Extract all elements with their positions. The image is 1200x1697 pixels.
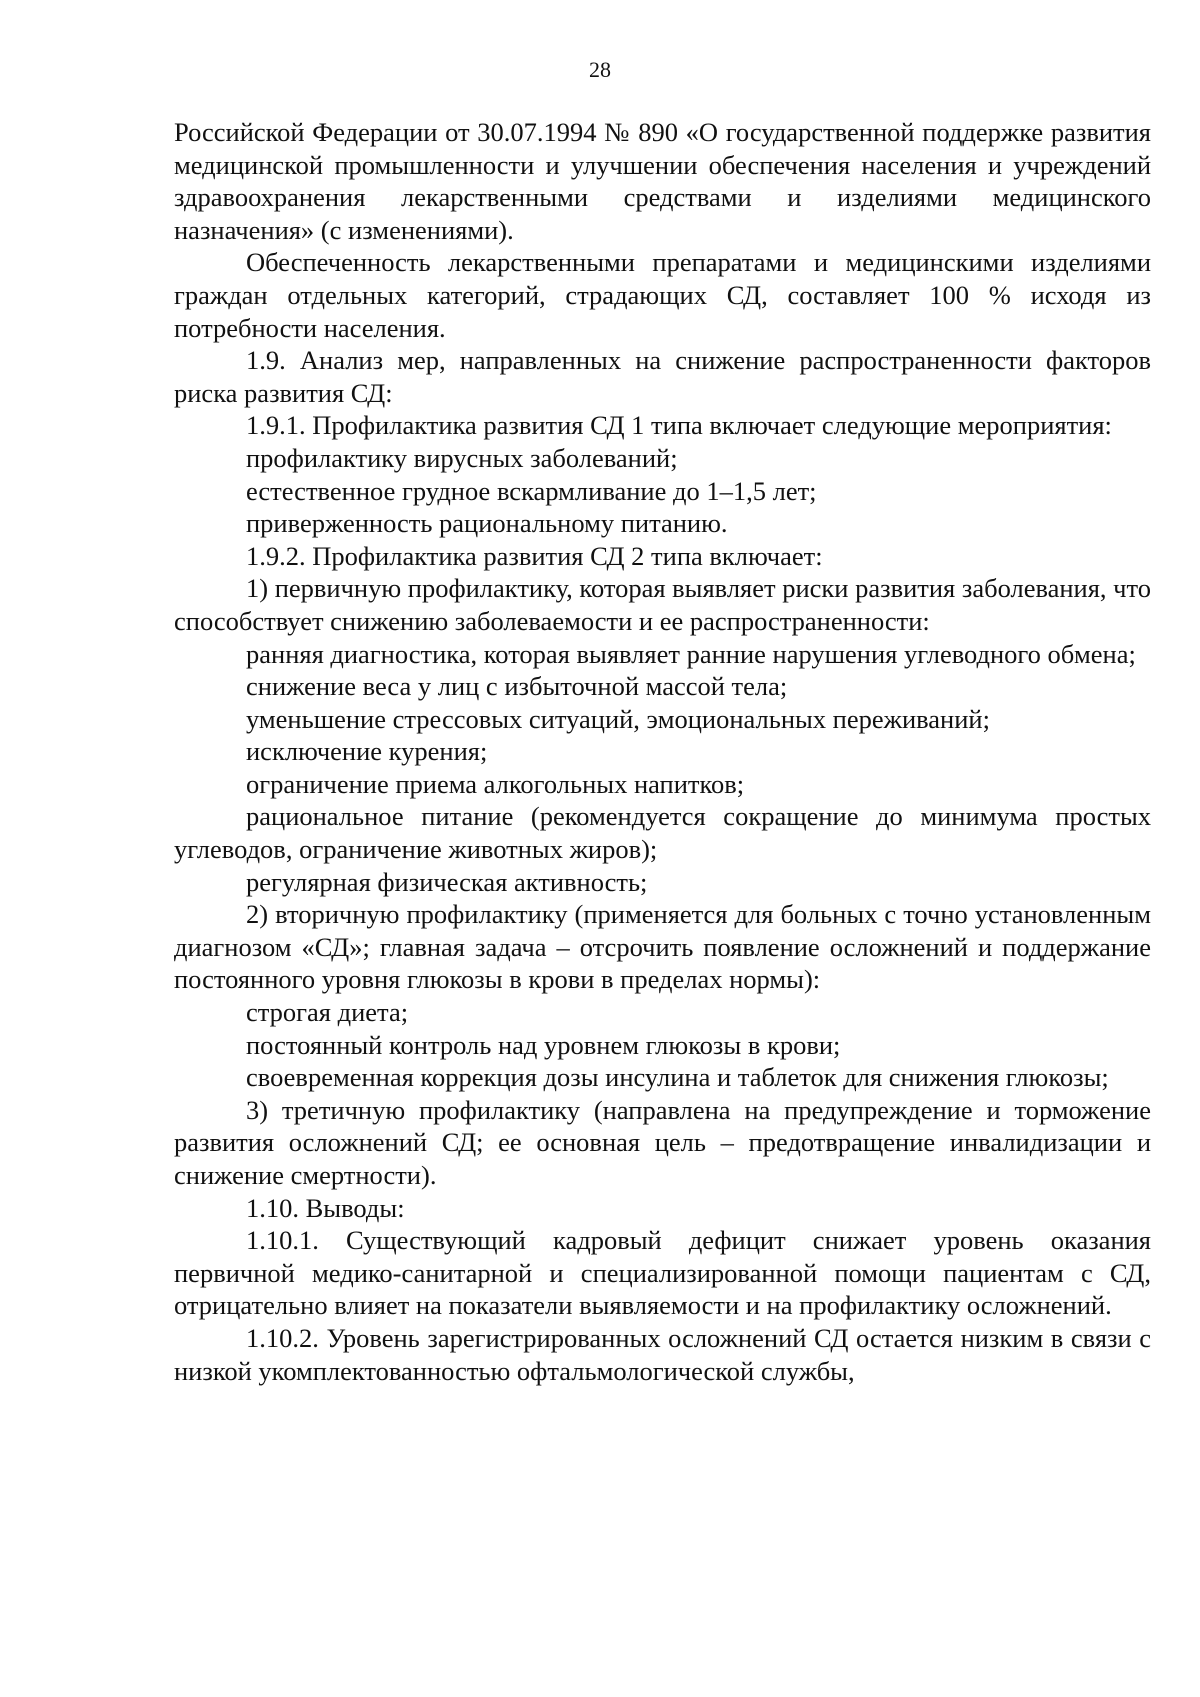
list-item: строгая диета; [246, 997, 409, 1028]
list-item: снижение веса у лиц с избыточной массой тела; [246, 671, 788, 702]
list-item: регулярная физическая активность; [246, 866, 648, 897]
paragraph-section-1-10-1: 1.10.1. Существующий кадровый дефицит снижает уровень оказания первичной медико-санитарной и специализированной помощи пациентам с СД, отрицательно влияет на показатели выявляемости и на профилактику осложнений. [174, 1225, 1151, 1321]
paragraph-section-1-10-2: 1.10.2. Уровень зарегистрированных осложнений СД остается низким в связи с низкой укомплектованностью офтальмологической службы, [174, 1322, 1151, 1386]
list-item: ранняя диагностика, которая выявляет ранние нарушения углеводного обмена; [246, 638, 1136, 669]
paragraph-secondary-prevention: 2) вторичную профилактику (применяется для больных с точно установленным диагнозом «СД»; главная задача – отсрочить появление осложнений и поддержание постоянного уровня глюкозы в крови в пределах нормы): [174, 899, 1151, 995]
list-item: естественное грудное вскармливание до 1–1,5 лет; [246, 475, 817, 506]
paragraph-tertiary-prevention: 3) третичную профилактику (направлена на предупреждение и торможение развития осложнений СД; ее основная цель – предотвращение инвалидизации и снижение смертности). [174, 1094, 1151, 1190]
paragraph-section-1-10: 1.10. Выводы: [246, 1192, 405, 1223]
paragraph-continuation: Российской Федерации от 30.07.1994 № 890 «О государственной поддержке развития медицинской промышленности и улучшении обеспечения населения и учреждений здравоохранения лекарственными средствами и изделиями медицинского назначения» (с изменениями). [174, 117, 1151, 245]
paragraph-section-1-9-1: 1.9.1. Профилактика развития СД 1 типа включает следующие мероприятия: [246, 410, 1112, 441]
body-text [174, 116, 1151, 1387]
list-item: рациональное питание (рекомендуется сокращение до минимума простых углеводов, ограничение животных жиров); [174, 801, 1151, 865]
list-item: своевременная коррекция дозы инсулина и таблеток для снижения глюкозы; [246, 1062, 1109, 1093]
paragraph-section-1-9: 1.9. Анализ мер, направленных на снижение распространенности факторов риска развития СД: [174, 345, 1151, 408]
list-item: постоянный контроль над уровнем глюкозы в крови; [246, 1029, 841, 1060]
paragraph-supply-rate: Обеспеченность лекарственными препаратами и медицинскими изделиями граждан отдельных категорий, страдающих СД, составляет 100 % исходя из потребности населения. [174, 247, 1151, 343]
list-item: исключение курения; [246, 736, 488, 767]
paragraph-section-1-9-2: 1.9.2. Профилактика развития СД 2 типа включает: [246, 540, 823, 571]
list-item: приверженность рациональному питанию. [246, 508, 728, 539]
list-item: уменьшение стрессовых ситуаций, эмоциональных переживаний; [246, 703, 990, 734]
list-item: ограничение приема алкогольных напитков; [246, 768, 745, 799]
list-item: профилактику вирусных заболеваний; [246, 442, 678, 473]
paragraph-primary-prevention: 1) первичную профилактику, которая выявляет риски развития заболевания, что способствует снижению заболеваемости и ее распространенности: [174, 573, 1151, 636]
page-number: 28 [589, 57, 611, 82]
